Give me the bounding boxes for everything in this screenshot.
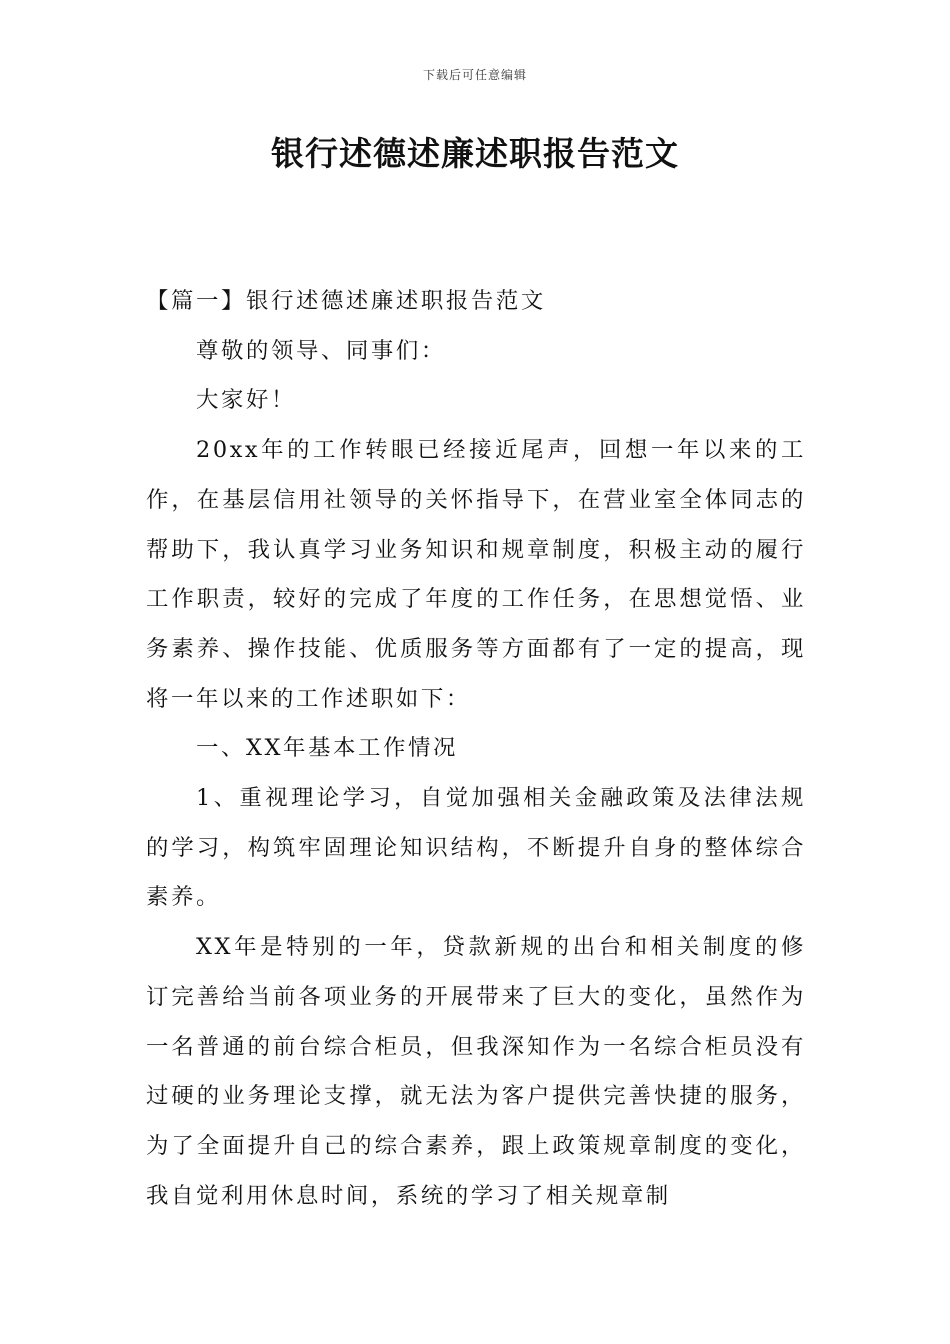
greeting: 大家好！ (196, 387, 296, 414)
salutation: 尊敬的领导、同事们： (196, 337, 446, 364)
header-note: 下载后可任意编辑 (422, 68, 527, 82)
section-heading: 【篇一】银行述德述廉述职报告范文 (146, 288, 546, 314)
paragraph-xx-year: XX年是特别的一年，贷款新规的出台和相关制度的修订完善给当前各项业务的开展带来了巨大的变化，虽然作为一名普通的前台综合柜员，但我深知作为一名综合柜员没有过硬的业务理论支撑，就无法为客户提供完善快捷的服务，为了全面提升自己的综合素养，跟上政策规章制度的变化，我自觉利用休息时间，系统的学习了相关规章制 (146, 934, 806, 1209)
document-title: 银行述德述廉述职报告范文 (271, 134, 679, 173)
subheading-basic-work: 一、XX年基本工作情况 (196, 735, 458, 762)
paragraph-item-1: 1、重视理论学习，自觉加强相关金融政策及法律法规的学习，构筑牢固理论知识结构，不断提升自身的整体综合素养。 (146, 785, 806, 911)
paragraph-intro: 20xx年的工作转眼已经接近尾声，回想一年以来的工作，在基层信用社领导的关怀指导下，在营业室全体同志的帮助下，我认真学习业务知识和规章制度，积极主动的履行工作职责，较好的完成了年度的工作任务，在思想觉悟、业务素养、操作技能、优质服务等方面都有了一定的提高，现将一年以来的工作述职如下： (146, 437, 806, 712)
document-body (146, 277, 806, 1221)
